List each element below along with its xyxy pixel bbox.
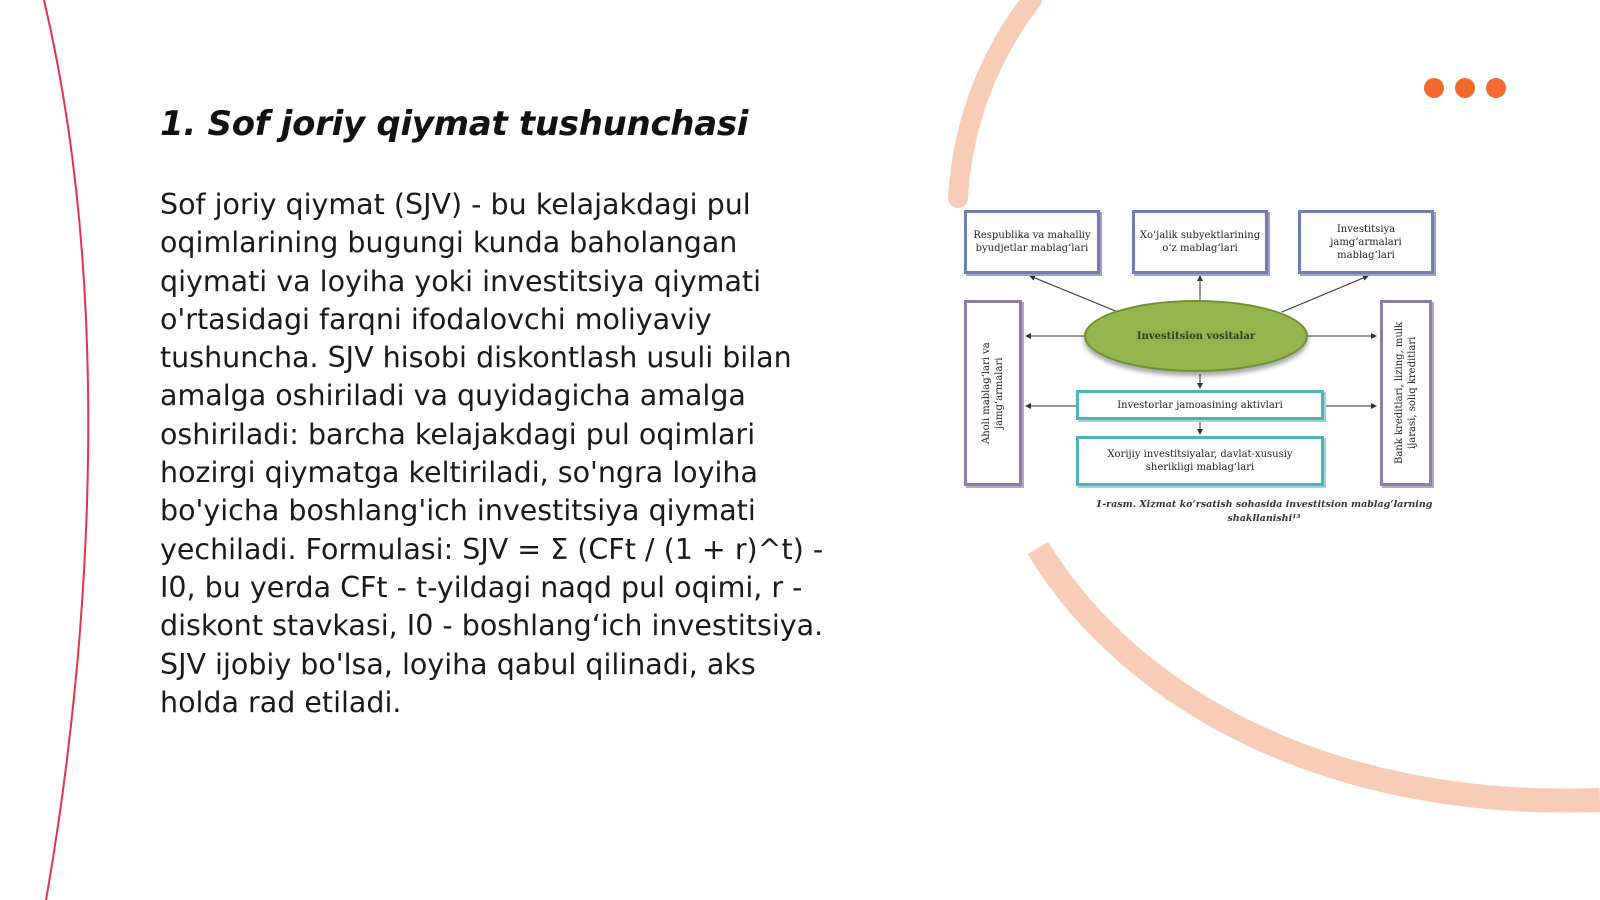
- box-foreign-investments: [1076, 436, 1324, 486]
- dot-icon: [1424, 78, 1444, 98]
- menu-dots: [1424, 78, 1506, 98]
- left-red-curve: [44, 0, 88, 900]
- box-foreign-investments-label: Xorijiy investitsiyalar, davlat-xususiy sherikligi mablag‘lari: [1107, 449, 1293, 473]
- peach-arc-top: [958, 0, 1032, 198]
- slide-title: 1. Sof joriy qiymat tushunchasi: [160, 104, 749, 144]
- peach-arc-bottom: [1038, 548, 1600, 801]
- center-ellipse-investment-means: Investitsion vositalar: [1084, 300, 1308, 372]
- box-investment-funds-label: Investitsiya jamg‘armalari mablag‘lari: [1330, 223, 1402, 261]
- box-population-savings-label: Aholi mablag‘lari va jamg‘armalari: [981, 342, 1005, 444]
- box-investor-assets: [1076, 390, 1324, 420]
- slide-body-text: Sof joriy qiymat (SJV) - bu kelajakdagi pul oqimlarining bugungi kunda baholangan qiymati va loyiha yoki investitsiya qiymati o'rtasidagi farqni ifodalovchi moliyaviy tushuncha. SJV hisobi diskontlash usuli bilan amalga oshiriladi va quyidagicha amalga oshiriladi: barcha kelajakdagi pul oqimlari hozirgi qiymatga keltiriladi, so'ngra loyiha bo'yicha boshlang'ich investitsiya qiymati yechiladi. Formulasi: SJV = Σ (CFt / (1 + r)^t) - I0, bu yerda CFt - t-yildagi naqd pul oqimi, r - diskont stavkasi, I0 - boshlang‘ich investitsiya. SJV ijobiy bo'lsa, loyiha qabul qilinadi, aks holda rad etiladi.: [160, 188, 824, 719]
- box-investor-assets-label: Investorlar jamoasining aktivlari: [1117, 399, 1283, 411]
- box-investment-funds: [1298, 210, 1434, 274]
- investment-diagram: [964, 210, 1448, 526]
- box-own-funds-label: Xo‘jalik subyektlarining o‘z mablag‘lari: [1139, 230, 1261, 254]
- box-bank-credits: [1380, 300, 1432, 486]
- box-own-funds: [1132, 210, 1268, 274]
- dot-icon: [1455, 78, 1475, 98]
- box-budget-funds-label: Respublika va mahalliy byudjetlar mablag‘lari: [973, 230, 1091, 254]
- box-bank-credits-label: Bank kreditlari, lizing, mulk ijarasi, soliq kreditlari: [1394, 321, 1418, 465]
- diagram-caption: 1-rasm. Xizmat ko‘rsatish sohasida investitsion mablag‘larning shakllanishi¹³: [1095, 499, 1433, 524]
- box-budget-funds: [964, 210, 1100, 274]
- box-population-savings: [964, 300, 1022, 486]
- dot-icon: [1486, 78, 1506, 98]
